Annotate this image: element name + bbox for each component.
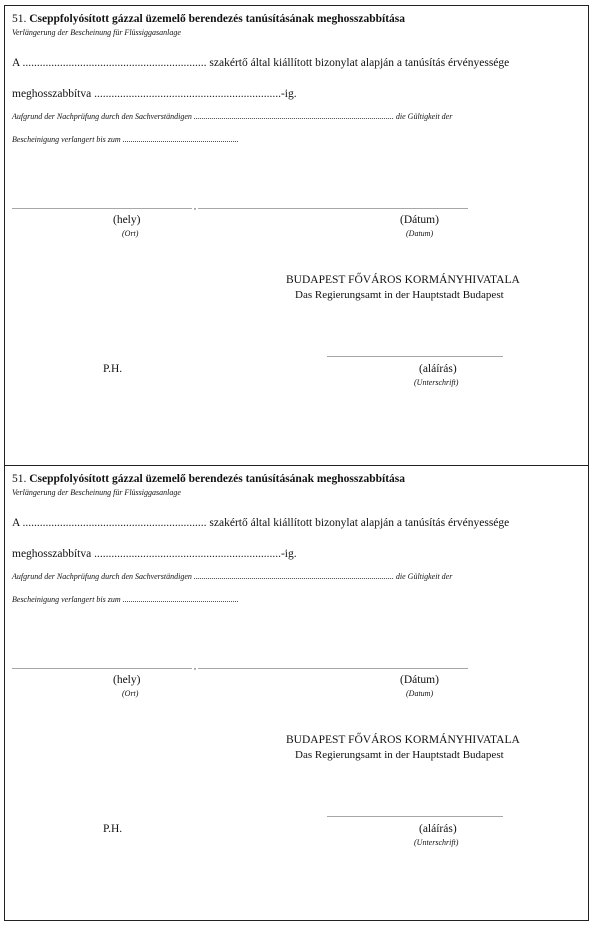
signature-label-de: (Unterschrift) xyxy=(414,378,459,387)
extended-until-line: meghosszabbítva .................................................................-ig. xyxy=(12,548,297,560)
expert-line: A ................................................................ szakértő által kiállított bizonylat alapján a tanúsítás érvényessége xyxy=(12,57,510,69)
stamp-label: P.H. xyxy=(103,363,123,375)
signature-dotted-line: ........................................................................................ xyxy=(327,350,503,359)
place-label: (hely) xyxy=(113,214,141,226)
place-date-dotted-line: .......................................................................................... , ....................................................................................................................................... xyxy=(12,202,468,211)
signature-dotted-line: ........................................................................................ xyxy=(327,810,503,819)
certificate-section-2 xyxy=(5,466,588,924)
office-name: BUDAPEST FŐVÁROS KORMÁNYHIVATALA xyxy=(286,274,520,286)
section-title-text: Cseppfolyósított gázzal üzemelő berendezés tanúsításának meghosszabbítása xyxy=(29,13,406,25)
date-label: (Dátum) xyxy=(400,674,439,686)
section-title xyxy=(12,13,405,25)
date-label: (Dátum) xyxy=(400,214,439,226)
extended-until-line: meghosszabbítva .................................................................-ig. xyxy=(12,88,297,100)
certificate-section-1 xyxy=(5,6,588,464)
office-name-de: Das Regierungsamt in der Hauptstadt Budapest xyxy=(295,749,504,761)
section-number: 51. xyxy=(12,13,27,25)
date-label-de: (Datum) xyxy=(406,689,434,698)
document-frame xyxy=(4,5,589,921)
signature-label-de: (Unterschrift) xyxy=(414,838,459,847)
signature-label: (aláírás) xyxy=(419,363,457,375)
place-date-dotted-line: .......................................................................................... , ....................................................................................................................................... xyxy=(12,662,468,671)
section-subtitle: Verlängerung der Bescheinung für Flüssiggasanlage xyxy=(12,488,181,497)
place-label: (hely) xyxy=(113,674,141,686)
section-title-text: Cseppfolyósított gázzal üzemelő berendezés tanúsításának meghosszabbítása xyxy=(29,473,406,485)
section-title xyxy=(12,473,405,485)
german-line-2: Bescheinigung verlangert bis zum .......................................................... xyxy=(12,135,239,144)
place-label-de: (Ort) xyxy=(122,689,139,698)
office-name-de: Das Regierungsamt in der Hauptstadt Budapest xyxy=(295,289,504,301)
date-label-de: (Datum) xyxy=(406,229,434,238)
section-number: 51. xyxy=(12,473,27,485)
signature-label: (aláírás) xyxy=(419,823,457,835)
section-subtitle: Verlängerung der Bescheinung für Flüssiggasanlage xyxy=(12,28,181,37)
german-line-2: Bescheinigung verlangert bis zum .......................................................... xyxy=(12,595,239,604)
stamp-label: P.H. xyxy=(103,823,123,835)
place-label-de: (Ort) xyxy=(122,229,139,238)
german-line-1: Aufgrund der Nachprüfung durch den Sachverständigen .................................................................................................... die Gültigkeit der xyxy=(12,572,453,581)
office-name: BUDAPEST FŐVÁROS KORMÁNYHIVATALA xyxy=(286,734,520,746)
expert-line: A ................................................................ szakértő által kiállított bizonylat alapján a tanúsítás érvényessége xyxy=(12,517,510,529)
german-line-1: Aufgrund der Nachprüfung durch den Sachverständigen .................................................................................................... die Gültigkeit der xyxy=(12,112,453,121)
